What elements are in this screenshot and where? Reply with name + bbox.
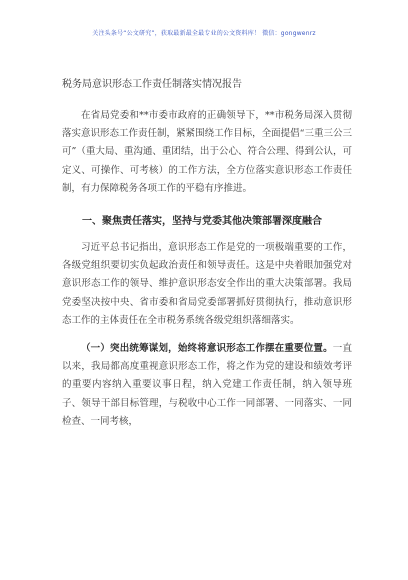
promo-banner: 关注头条号“公文研究”，获取最新最全最专业的公文资料库！ 微信：gongwenrz xyxy=(92,30,316,37)
subsection-1-text: 一直以来，我局都高度重视意识形态工作，将之作为党的建设和绩效考评的重要内容纳入重要议事日程，纳入党建工作责任制，纳入领导班子、领导干部目标管理，与税收中心工作一同部署、一同落实、一同检查、一同考核， xyxy=(62,343,352,427)
document-title: 税务局意识形态工作责任制落实情况报告 xyxy=(62,79,242,90)
subsection-1-title: （一）突出统筹谋划，始终将意识形态工作摆在重要位置。 xyxy=(81,343,333,355)
section-1-paragraph: 习近平总书记指出，意识形态工作是党的一项极端重要的工作，各级党组织要切实负起政治责任和领导责任。这是中央着眼加强党对意识形态工作的领导、维护意识形态安全作出的重大决策部署。我局党委坚决按中央、省市委和省局党委部署抓好贯彻执行，推动意识形态工作的主体责任在全市税务系统各级党组织落细落实。 xyxy=(62,242,352,326)
section-1-heading: 一、聚焦责任落实，坚持与党委其他决策部署深度融合 xyxy=(82,216,322,228)
intro-paragraph: 在省局党委和**市委市政府的正确领导下，**市税务局深入贯彻落实意识形态工作责任制，紧紧围绕工作目标，全面提倡“三重三公三可”（重大局、重沟通、重团结，出于公心、符合公理、得到公认，可定义、可操作、可考核）的工作方法，全方位落实意识形态工作责任制，有力保障税务各项工作的平稳有序推进。 xyxy=(62,110,352,194)
subsection-1-paragraph xyxy=(62,340,352,431)
document-body xyxy=(62,78,352,431)
